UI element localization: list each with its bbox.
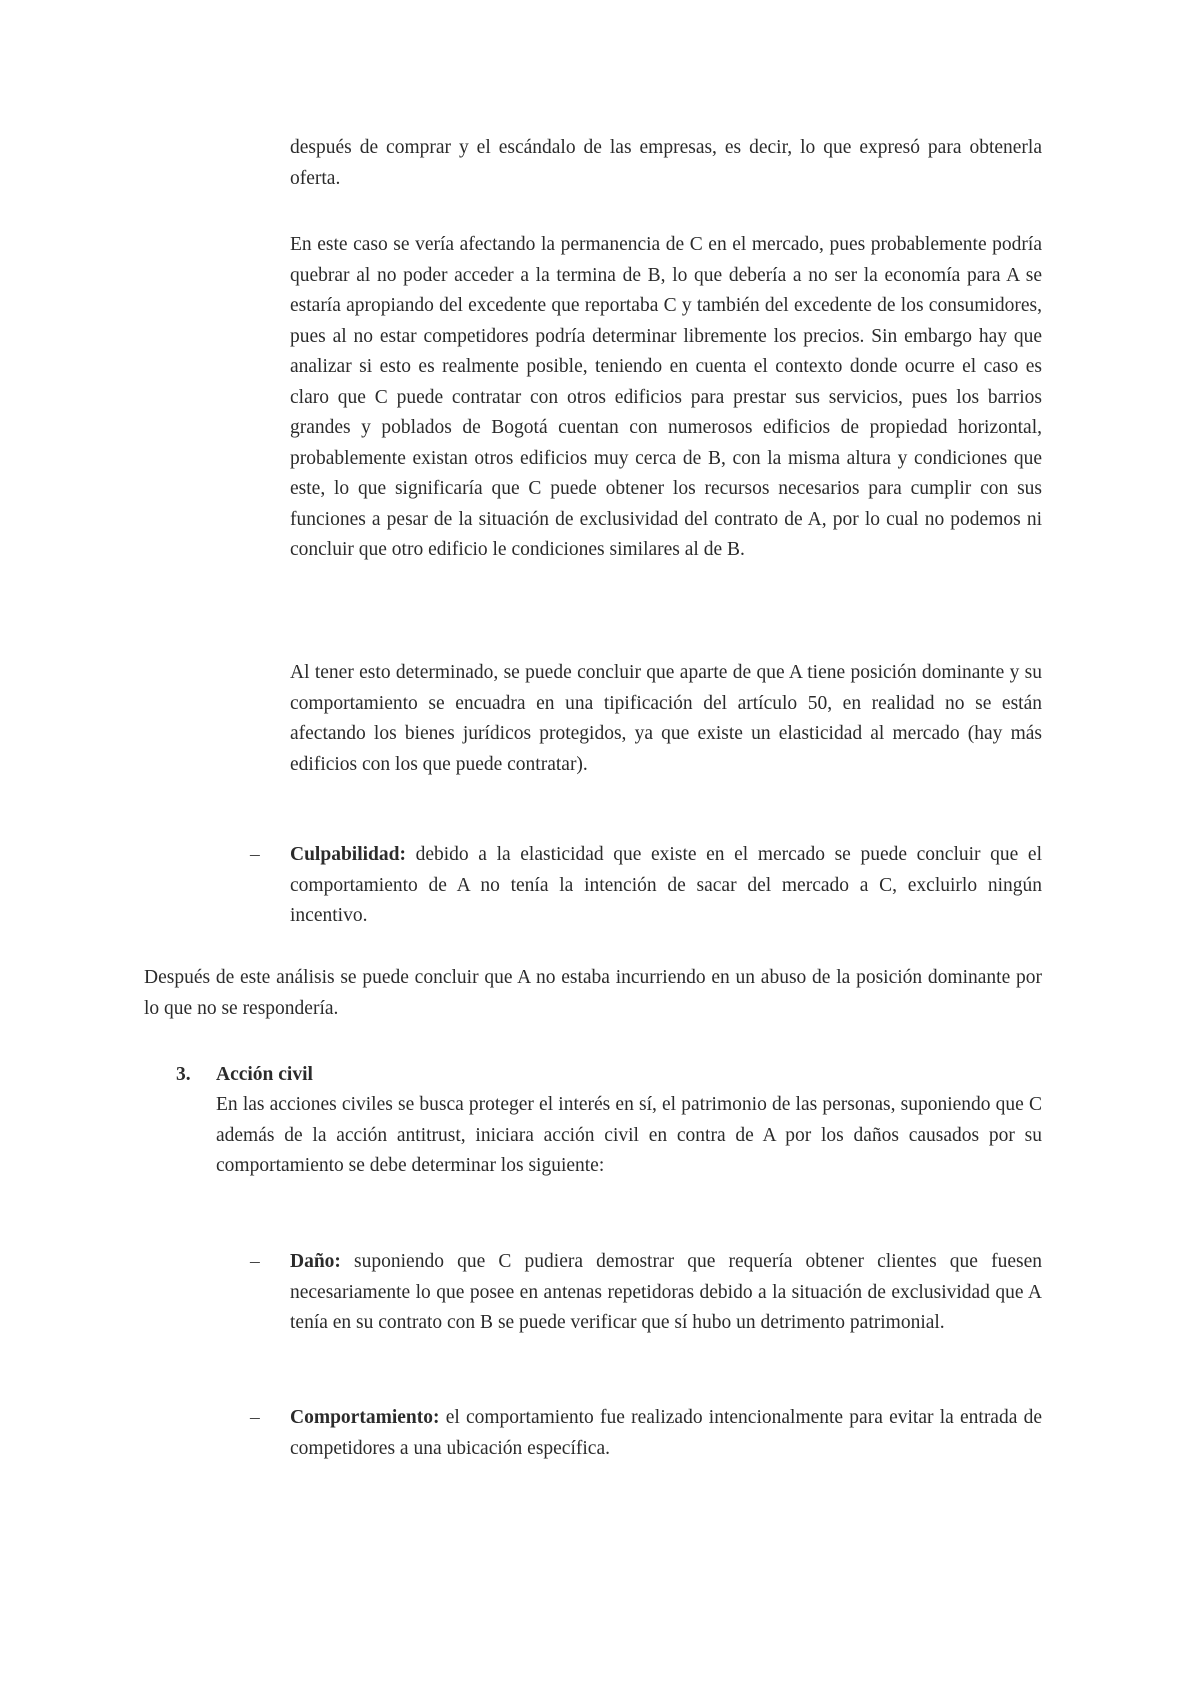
bullet-dano: [290, 1247, 1042, 1339]
bullet-term: Culpabilidad:: [290, 844, 406, 865]
bullet-text: suponiendo que C pudiera demostrar que requería obtener clientes que fuesen necesariamente lo que posee en antenas repetidoras debido a la situación de exclusividad que A tenía en su contrato con B se puede verificar que sí hubo un detrimento patrimonial.: [290, 1251, 1042, 1333]
paragraph-summary: Después de este análisis se puede concluir que A no estaba incurriendo en un abuso de la posición dominante por lo que no se respondería.: [144, 967, 1042, 1019]
bullet-text: el comportamiento fue realizado intencionalmente para evitar la entrada de competidores a una ubicación específica.: [290, 1407, 1042, 1459]
bullet-culpabilidad: [290, 840, 1042, 932]
bullet-text: debido a la elasticidad que existe en el mercado se puede concluir que el comportamiento de A no tenía la intención de sacar del mercado a C, excluirlo ningún incentivo.: [290, 844, 1042, 926]
bullet-dash-comportamiento: –: [250, 1407, 260, 1428]
paragraph-analysis: En este caso se vería afectando la permanencia de C en el mercado, pues probablemente podría quebrar al no poder acceder a la termina de B, lo que debería a no ser la economía para A se estaría apropiando del excedente que reportaba C y también del excedente de los consumidores, pues al no estar competidores podría determinar libremente los precios. Sin embargo hay que analizar si esto es realmente posible, teniendo en cuenta el contexto donde ocurre el caso es claro que C puede contratar con otros edificios para prestar sus servicios, pues los barrios grandes y poblados de Bogotá cuentan con numerosos edificios de propiedad horizontal, probablemente existan otros edificios muy cerca de B, con la misma altura y condiciones que este, lo que significaría que C puede obtener los recursos necesarios para cumplir con sus funciones a pesar de la situación de exclusividad del contrato de A, por lo cual no podemos ni concluir que otro edificio le condiciones similares al de B.: [290, 234, 1042, 560]
bullet-term: Daño:: [290, 1251, 341, 1272]
bullet-dash-dano: –: [250, 1251, 260, 1272]
section-number: 3.: [176, 1064, 191, 1085]
section-intro: En las acciones civiles se busca proteger el interés en sí, el patrimonio de las personas, suponiendo que C además de la acción antitrust, iniciara acción civil en contra de A por los daños causados por su comportamiento se debe determinar los siguiente:: [216, 1094, 1042, 1176]
bullet-comportamiento: [290, 1403, 1042, 1464]
section-title: Acción civil: [216, 1064, 313, 1085]
bullet-term: Comportamiento:: [290, 1407, 440, 1428]
bullet-dash-culpabilidad: –: [250, 844, 260, 865]
paragraph-continuation: después de comprar y el escándalo de las empresas, es decir, lo que expresó para obtenerla oferta.: [290, 137, 1042, 189]
paragraph-conclusion: Al tener esto determinado, se puede concluir que aparte de que A tiene posición dominante y su comportamiento se encuadra en una tipificación del artículo 50, en realidad no se están afectando los bienes jurídicos protegidos, ya que existe un elasticidad al mercado (hay más edificios con los que puede contratar).: [290, 662, 1042, 775]
